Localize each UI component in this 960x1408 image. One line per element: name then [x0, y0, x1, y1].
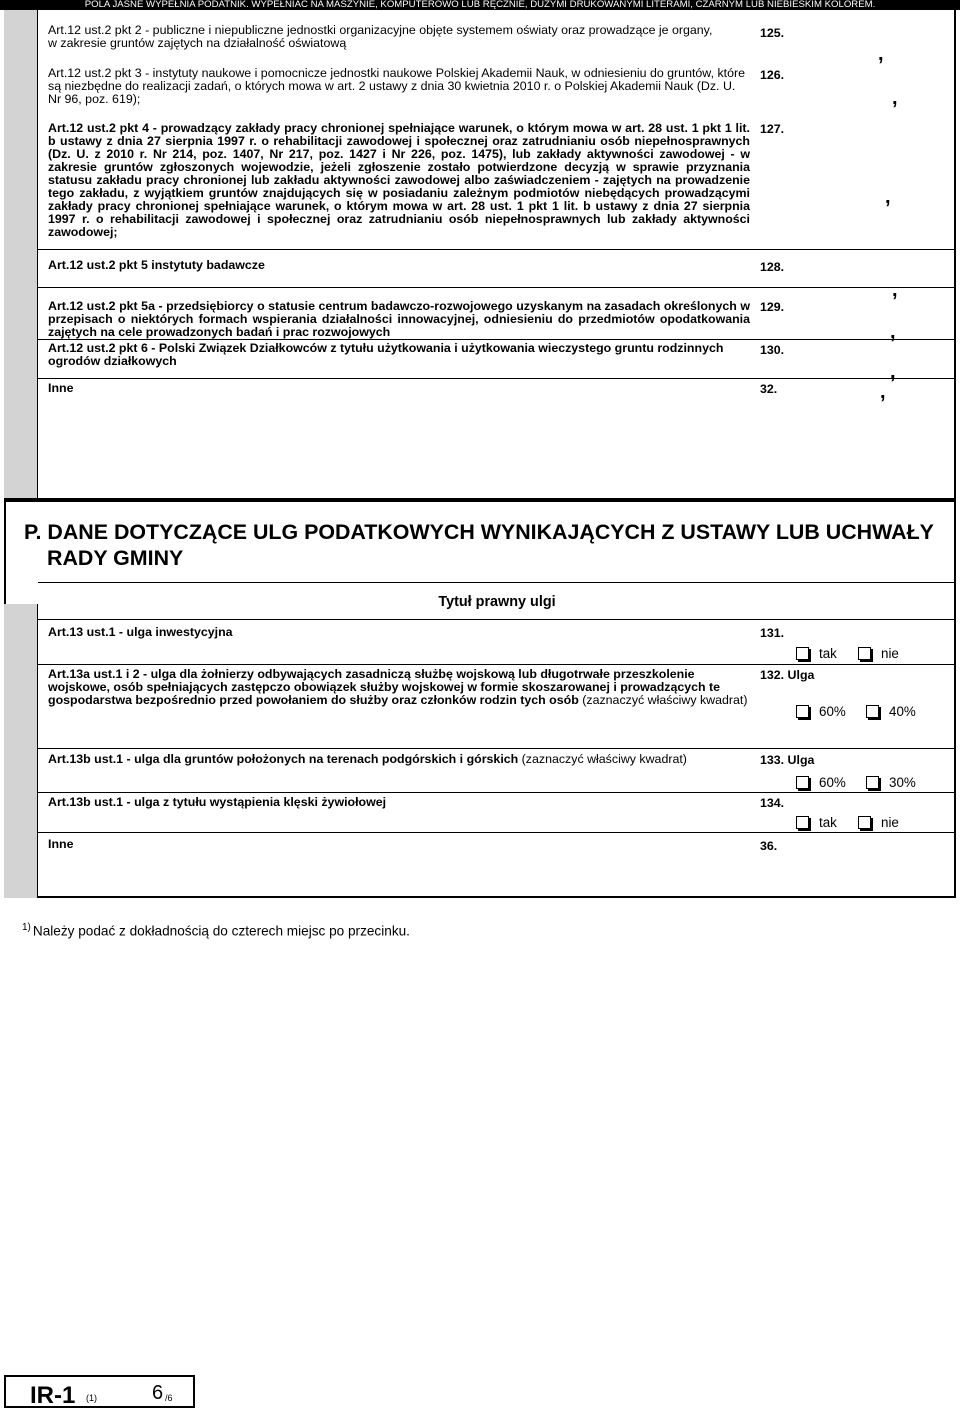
row-126-text: Art.12 ust.2 pkt 3 - instytuty naukowe i pomocnicze jednostki naukowe Polskiej Akademii Nauk, w odniesieniu do gruntów, które są niezbędne do realizacji zadań, o których mowa w art. 2 ustawy z dnia 30 kwietnia 2010 r. o Polskiej Akademii Nauk (Dz. U. Nr 96, poz. 619); — [48, 66, 745, 106]
checkbox-132-60[interactable] — [796, 704, 846, 719]
form-code: IR-1 — [30, 1382, 76, 1408]
option-label: 40% — [889, 704, 916, 719]
row-133-title: Art.13b ust.1 - ulga dla gruntów położonych na terenach podgórskich i górskich — [48, 752, 519, 766]
row-127-text: Art.12 ust.2 pkt 4 - prowadzący zakłady pracy chronionej spełniające warunek, o którym mowa w art. 28 ust. 1 pkt 1 lit. b ustawy z dnia 27 sierpnia 1997 r. o rehabilitacji zawodowej i społecznej oraz zatrudnianiu osób niepełnosprawnych (Dz. U. z 2010 r. Nr 214, poz. 1407, Nr 217, poz. 1427 i Nr 226, poz. 1475), lub zakłady aktywności zawodowej - w zakresie gruntów zgłoszonych wojewodzie, jeżeli zgłoszenie zostało potwierdzone decyzją w sprawie przyznania statusu zakładu pracy chronionej lub zakładu aktywności zawodowej albo zaświadczeniem - zajętych na prowadzenie tego zakładu, z wyjątkiem gruntów znajdujących się w posiadaniu zależnym podmiotów niebędących prowadzącymi zakłady pracy chronionej spełniające warunek, o którym mowa w art. 28 ust. 1 pkt 1 lit. b ustawy z dnia 27 sierpnia 1997 r. o rehabilitacji zawodowej i społecznej oraz zatrudnianiu osób niepełnosprawnych lub zakłady aktywności zawodowej; — [48, 121, 750, 239]
field-125-input[interactable]: , — [878, 43, 884, 65]
option-label: 60% — [819, 704, 846, 719]
instructions-banner: POLA JASNE WYPEŁNIA PODATNIK. WYPEŁNIAĆ NA MASZYNIE, KOMPUTEROWO LUB RĘCZNIE, DUŻYMI DRUKOWANYMI LITERAMI, CZARNYM LUB NIEBIESKIM KOLOREM. — [0, 0, 960, 10]
page-total: /6 — [165, 1393, 173, 1403]
checkbox-square-icon — [866, 776, 879, 789]
field-126-label: 126. — [760, 68, 785, 82]
option-label: 30% — [889, 775, 916, 790]
field-132-label: 132. Ulga — [760, 668, 815, 682]
field-32-label: 32. — [760, 382, 778, 396]
field-133-label: 133. Ulga — [760, 753, 815, 767]
checkbox-133-60[interactable] — [796, 775, 846, 790]
footnote — [22, 922, 410, 939]
field-134-label: 134. — [760, 796, 785, 810]
row-131-text: Art.13 ust.1 - ulga inwestycyjna — [48, 625, 233, 639]
divider — [38, 339, 956, 340]
checkbox-square-icon — [866, 705, 879, 718]
divider — [38, 748, 956, 749]
field-131-label: 131. — [760, 626, 785, 640]
field-130-label: 130. — [760, 343, 785, 357]
checkbox-131-tak[interactable] — [796, 646, 837, 661]
checkbox-square-icon — [796, 776, 809, 789]
divider — [38, 249, 956, 250]
field-36-label: 36. — [760, 839, 778, 853]
row-132-hint: (zaznaczyć właściwy kwadrat) — [582, 693, 748, 707]
checkbox-square-icon — [796, 647, 809, 660]
row-133-hint: (zaznaczyć właściwy kwadrat) — [521, 752, 687, 766]
row-129-text: Art.12 ust.2 pkt 5a - przedsiębiorcy o statusie centrum badawczo-rozwojowego uzyskanym na zasadach określonych w przepisach o niektórych formach wspierania działalności innowacyjnej, odniesieniu do przedmiotów opodatkowania zajętych na cele prowadzonych badań i prac rozwojowych — [48, 299, 750, 339]
row-133-text — [48, 753, 750, 766]
field-32-input[interactable]: , — [880, 381, 886, 403]
row-132-title: Art.13a ust.1 i 2 - ulga dla żołnierzy odbywających zasadniczą służbę wojskową lub długotrwałe przeszkolenie wojskowe, osób spełniających zastępczo obowiązek służby wojskowej w formie skoszarowanej i prowadzących te gospodarstwa bezpośrednio przed powołaniem do służby oraz członków rodzin tych osób — [48, 667, 721, 707]
row-132-text — [48, 668, 750, 707]
field-129-input[interactable]: , — [890, 321, 896, 343]
option-label: tak — [819, 815, 837, 830]
option-label: nie — [881, 815, 899, 830]
footnote-text: Należy podać z dokładnością do czterech miejsc po przecinku. — [32, 923, 410, 939]
divider — [38, 287, 956, 288]
row-125-text: Art.12 ust.2 pkt 2 - publiczne i niepubliczne jednostki organizacyjne objęte systemem oświaty oraz prowadzące je organy, w zakresie gruntów zajętych na działalność oświatową — [48, 23, 713, 50]
field-130-input[interactable]: , — [890, 361, 896, 383]
option-label: nie — [881, 646, 899, 661]
checkbox-131-nie[interactable] — [858, 646, 899, 661]
checkbox-square-icon — [858, 647, 871, 660]
field-128-label: 128. — [760, 260, 785, 274]
option-label: tak — [819, 646, 837, 661]
row-inne-p-text: Inne — [48, 837, 74, 851]
form-version: (1) — [86, 1393, 97, 1403]
checkbox-133-30[interactable] — [866, 775, 916, 790]
row-128-text: Art.12 ust.2 pkt 5 instytuty badawcze — [48, 258, 265, 272]
field-127-label: 127. — [760, 122, 785, 136]
divider — [38, 792, 956, 793]
checkbox-square-icon — [858, 816, 871, 829]
section-p-title: P. DANE DOTYCZĄCE ULG PODATKOWYCH WYNIKAJĄCYCH Z USTAWY LUB UCHWAŁY — [24, 520, 934, 544]
field-129-label: 129. — [760, 300, 785, 314]
footnote-marker: 1) — [22, 922, 31, 933]
page-number: 6 — [152, 1382, 164, 1404]
checkbox-square-icon — [796, 705, 809, 718]
row-134-text: Art.13b ust.1 - ulga z tytułu wystąpienia klęski żywiołowej — [48, 795, 387, 809]
row-inne-o-text: Inne — [48, 381, 74, 395]
checkbox-134-nie[interactable] — [858, 815, 899, 830]
field-127-input[interactable]: , — [885, 186, 891, 208]
field-128-input[interactable]: , — [892, 279, 898, 301]
checkbox-132-40[interactable] — [866, 704, 916, 719]
section-o-side-strip — [4, 10, 38, 498]
section-p-title-line2: RADY GMINY — [47, 546, 184, 570]
checkbox-square-icon — [796, 816, 809, 829]
field-126-input[interactable]: , — [892, 87, 898, 109]
row-130-text: Art.12 ust.2 pkt 6 - Polski Związek Działkowców z tytułu użytkowania i użytkowania wieczystego gruntu rodzinnych ogrodów działkowych — [48, 341, 724, 368]
option-label: 60% — [819, 775, 846, 790]
divider — [38, 378, 956, 379]
divider — [38, 664, 956, 665]
section-p-side-strip — [4, 604, 38, 898]
divider — [38, 832, 956, 833]
checkbox-134-tak[interactable] — [796, 815, 837, 830]
field-125-label: 125. — [760, 26, 785, 40]
legal-title-header: Tytuł prawny ulgi — [38, 582, 956, 620]
